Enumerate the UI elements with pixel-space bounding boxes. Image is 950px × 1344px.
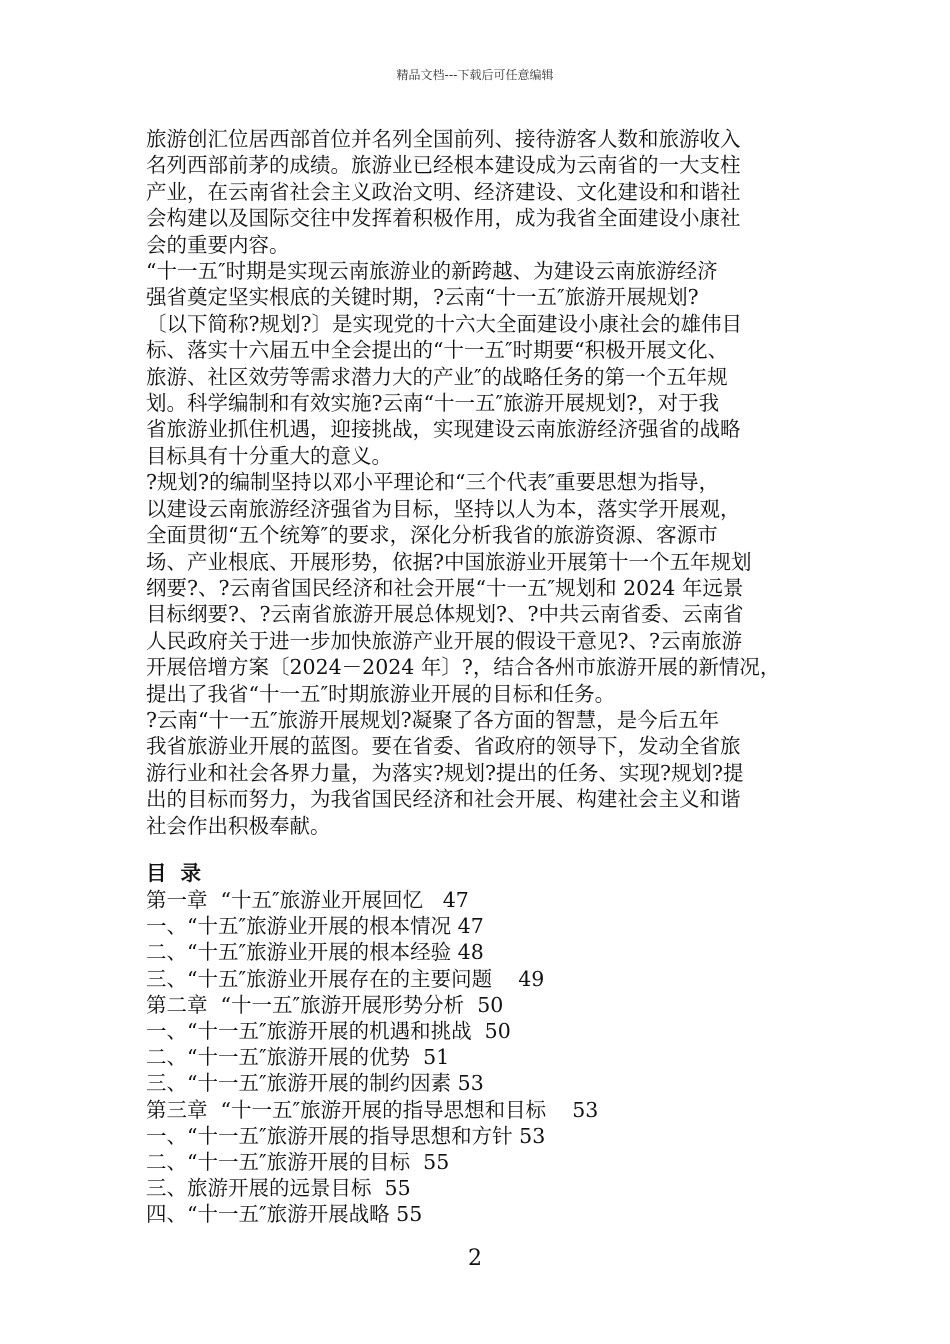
toc-title: 目录 xyxy=(146,860,215,885)
toc-entry: 四、“十一五″旅游开展战略 55 xyxy=(146,1202,423,1227)
paragraph-line: ?云南“十一五″旅游开展规划?凝聚了各方面的智慧，是今后五年 xyxy=(146,707,720,732)
toc-entry: 第一章 “十五″旅游业开展回忆 47 xyxy=(146,887,469,912)
paragraph-line: 目标纲要?、?云南省旅游开展总体规划?、?中共云南省委、云南省 xyxy=(146,602,744,627)
paragraph-line: 名列西部前茅的成绩。旅游业已经根本建设成为云南省的一大支柱 xyxy=(146,153,741,178)
page-number: 2 xyxy=(468,1246,482,1271)
paragraph-line: 〔以下简称?规划?〕是实现党的十六大全面建设小康社会的雄伟目 xyxy=(146,311,742,336)
toc-entry: 三、“十一五″旅游开展的制约因素 53 xyxy=(146,1071,484,1096)
paragraph xyxy=(146,469,818,707)
paragraph xyxy=(146,126,818,258)
paragraph xyxy=(146,258,818,469)
paragraph-line: 以建设云南旅游经济强省为目标，坚持以人为本，落实学开展观， xyxy=(146,496,741,521)
paragraph-line: 省旅游业抓住机遇，迎接挑战，实现建设云南旅游经济强省的战略 xyxy=(146,417,741,442)
paragraph-line: 旅游创汇位居西部首位并名列全国前列、接待游客人数和旅游收入 xyxy=(146,127,741,151)
paragraph-line: 目标具有十分重大的意义。 xyxy=(146,443,392,468)
paragraph-line: 社会作出积极奉献。 xyxy=(146,813,331,838)
paragraph-line: ?规划?的编制坚持以邓小平理论和“三个代表″重要思想为指导， xyxy=(146,470,720,495)
paragraph-line: 提出了我省“十一五″时期旅游业开展的目标和任务。 xyxy=(146,681,616,706)
paragraph-line: 会构建以及国际交往中发挥着积极作用，成为我省全面建设小康社 xyxy=(146,206,741,231)
toc-entry: 一、“十一五″旅游开展的指导思想和方针 53 xyxy=(146,1123,546,1148)
paragraph-line: 产业，在云南省社会主义政治文明、经济建设、文化建设和和谐社 xyxy=(146,179,741,204)
toc-entry: 三、“十五″旅游业开展存在的主要问题 49 xyxy=(146,966,545,991)
paragraph-line: “十一五″时期是实现云南旅游业的新跨越、为建设云南旅游经济 xyxy=(146,259,718,284)
paragraph-line: 纲要?、?云南省国民经济和社会开展“十一五″规划和 2024 年远景 xyxy=(146,575,744,600)
toc-entry: 一、“十一五″旅游开展的机遇和挑战 50 xyxy=(146,1018,511,1043)
toc-entry: 三、旅游开展的远景目标 55 xyxy=(146,1176,411,1201)
toc-entries xyxy=(146,887,818,1228)
body-paragraphs xyxy=(146,126,818,839)
paragraph-line: 开展倍增方案〔2024－2024 年〕?，结合各州市旅游开展的新情况， xyxy=(146,655,781,680)
paragraph-line: 场、产业根底、开展形势，依据?中国旅游业开展第十一个五年规划 xyxy=(146,549,752,574)
paragraph-line: 划。科学编制和有效实施?云南“十一五″旅游开展规划?，对于我 xyxy=(146,391,720,416)
toc-entry: 二、“十一五″旅游开展的目标 55 xyxy=(146,1150,450,1174)
toc-entry: 二、“十五″旅游业开展的根本经验 48 xyxy=(146,940,484,965)
table-of-contents xyxy=(146,859,818,1228)
document-body xyxy=(146,126,818,1228)
paragraph-line: 我省旅游业开展的蓝图。要在省委、省政府的领导下，发动全省旅 xyxy=(146,734,741,759)
toc-entry: 二、“十一五″旅游开展的优势 51 xyxy=(146,1045,450,1070)
paragraph-line: 强省奠定坚实根底的关键时期，?云南“十一五″旅游开展规划? xyxy=(146,285,699,310)
paragraph-line: 会的重要内容。 xyxy=(146,232,290,257)
paragraph-line: 旅游、社区效劳等需求潜力大的产业″的战略任务的第一个五年规 xyxy=(146,364,728,389)
toc-entry: 第三章 “十一五″旅游开展的指导思想和目标 53 xyxy=(146,1097,599,1122)
toc-entry: 第二章 “十一五″旅游开展形势分析 50 xyxy=(146,992,504,1017)
paragraph xyxy=(146,707,818,839)
paragraph-line: 标、落实十六届五中全会提出的“十一五″时期要“积极开展文化、 xyxy=(146,338,729,363)
paragraph-line: 游行业和社会各界力量，为落实?规划?提出的任务、实现?规划?提 xyxy=(146,760,744,785)
toc-entry: 一、“十五″旅游业开展的根本情况 47 xyxy=(146,914,484,939)
paragraph-line: 人民政府关于进一步加快旅游产业开展的假设干意见?、?云南旅游 xyxy=(146,628,742,653)
paragraph-line: 全面贯彻“五个统筹″的要求，深化分析我省的旅游资源、客源市 xyxy=(146,523,718,548)
paragraph-line: 出的目标而努力，为我省国民经济和社会开展、构建社会主义和谐 xyxy=(146,787,741,812)
page-header: 精品文档---下载后可任意编辑 xyxy=(396,68,554,82)
